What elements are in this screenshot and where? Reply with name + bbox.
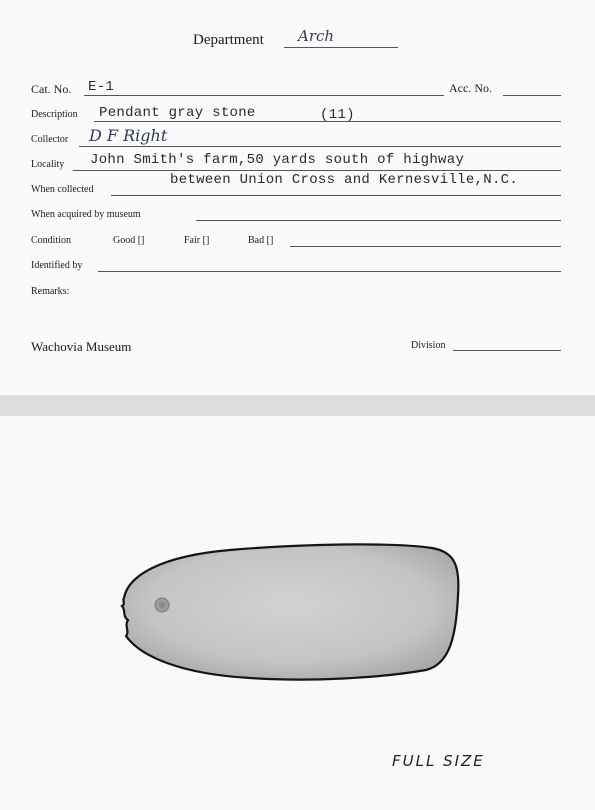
identified-by-label: Identified by	[31, 260, 83, 271]
locality-line-2: between Union Cross and Kernesville,N.C.	[170, 172, 519, 188]
locality-line-1: John Smith's farm,50 yards south of highway	[90, 152, 465, 168]
acc-no-rule	[503, 95, 561, 96]
description-value: Pendant gray stone	[99, 105, 256, 121]
when-collected-label: When collected	[31, 184, 94, 195]
when-acquired-rule	[196, 220, 561, 221]
condition-bad: Bad []	[248, 235, 274, 246]
collector-rule	[79, 146, 561, 147]
remarks-label: Remarks:	[31, 286, 70, 297]
identified-by-rule	[98, 271, 561, 272]
department-rule	[284, 47, 398, 48]
acc-no-label: Acc. No.	[449, 81, 492, 95]
collector-label: Collector	[31, 134, 69, 145]
description-rule	[94, 121, 561, 122]
division-rule	[453, 350, 561, 351]
locality-label: Locality	[31, 159, 65, 170]
collector-value: D F Right	[89, 126, 168, 145]
cat-no-value: E-1	[88, 79, 115, 95]
cat-no-label: Cat. No.	[31, 82, 72, 96]
condition-label: Condition	[31, 235, 72, 246]
condition-rule	[290, 246, 561, 247]
condition-fair: Fair []	[184, 235, 210, 246]
museum-name: Wachovia Museum	[31, 339, 132, 354]
cat-no-rule	[84, 95, 444, 96]
full-size-caption: FULL SIZE	[392, 752, 485, 770]
locality-rule	[73, 170, 561, 171]
card-separator	[0, 395, 595, 416]
division-label: Division	[411, 340, 446, 351]
when-acquired-label: When acquired by museum	[31, 209, 141, 220]
artifact-image-card	[0, 416, 595, 810]
description-label: Description	[31, 109, 78, 120]
description-count: (11)	[320, 107, 355, 123]
pendant-stone-drawing	[110, 536, 465, 686]
when-collected-rule	[111, 195, 561, 196]
department-value: Arch	[298, 27, 335, 45]
department-label: Department	[193, 32, 264, 48]
catalog-card	[0, 0, 595, 396]
condition-good: Good []	[113, 235, 145, 246]
